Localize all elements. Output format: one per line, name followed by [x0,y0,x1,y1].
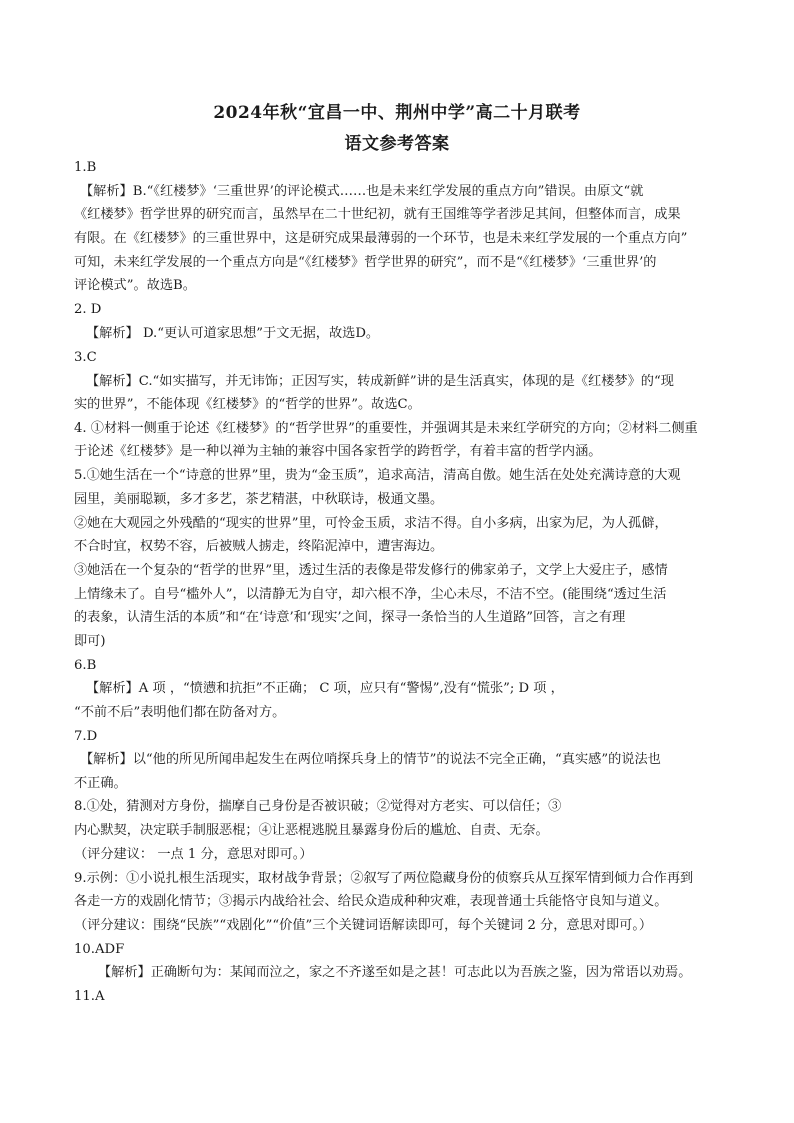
page-title: 2024年秋“宜昌一中、荆州中学”高二十月联考 [213,103,581,123]
answer-q9-line: 9.示例：①小说扎根生活现实，取材战争背景；②叙写了两位隐藏身份的侦察兵从互探军情到倾力合作再到 [74,871,694,886]
explanation-q1-line: 【解析】B.“《红楼梦》‘三重世界’的评论模式……也是未来红学发展的重点方向”错误。由原文“就 [80,184,644,199]
answer-q10: 10.ADF [74,942,125,957]
answer-q5-line: ②她在大观园之外残酷的“现实的世界”里，可怜金玉质，求洁不得。自小多病，出家为尼，为人孤僻， [74,516,668,531]
answer-q2: 2. D [74,302,102,317]
answer-q5-line: 即可) [74,634,106,649]
explanation-q1-line: 《红楼梦》哲学世界的研究而言，虽然早在二十世纪初，就有王国维等学者涉足其间，但整体而言，成果 [74,207,681,222]
answer-q9-line: 各走一方的戏剧化情节；③揭示内战给社会、给民众造成种种灾难，表现普通士兵能恪守良知与道义。 [74,894,668,909]
explanation-q2: 【解析】 D.“更认可道家思想”于文无据，故选D。 [86,326,380,341]
explanation-q7-line: 不正确。 [74,776,127,791]
answer-q5-line: 的表象，认清生活的本质”和“在‘诗意’和‘现实’之间，探寻一条恰当的人生道路”回答，言之有理 [74,610,626,625]
answer-q5-line: 上情缘未了。自号“槛外人”，以清静无为自守，却六根不净，尘心未尽，不洁不空。(能围绕“透过生活 [74,587,667,602]
explanation-q1-line: 可知，未来红学发展的一个重点方向是“《红楼梦》哲学世界的研究”，而不是“《红楼梦》‘三重世界’的 [74,255,657,270]
answer-q6: 6.B [74,658,97,673]
answer-q8-line: 内心默契，决定联手制服恶棍；④让恶棍逃脱且暴露身份后的尴尬、自责、无奈。 [74,823,549,838]
explanation-q6-line: “不前不后”表明他们都在防备对方。 [74,705,286,720]
scoring-note-q9: （评分建议：围绕“民族”“戏剧化”“价值”三个关键词语解读即可，每个关键词 2 分，意思对即可。） [74,918,653,933]
explanation-q3-line: 【解析】C.“如实描写，并无讳饰；正因写实，转成新鲜”讲的是生活真实，体现的是《红楼梦》的“现 [86,374,674,389]
explanation-q10: 【解析】正确断句为：某闻而泣之，家之不齐遂至如是之甚！可志此以为吾族之鉴，因为常语以劝焉。 [98,965,692,980]
answer-q4-line: 4. ①材料一侧重于论述《红楼梦》的“哲学世界”的重要性，并强调其是未来红学研究的方向；②材料二侧重 [74,421,698,436]
explanation-q3-line: 实的世界”，不能体现《红楼梦》的“哲学的世界”。故选C。 [74,397,421,412]
answer-q5-line: 园里，美丽聪颖，多才多艺，茶艺精湛，中秋联诗，极通文墨。 [74,492,444,507]
scoring-note-q8: （评分建议： 一点 1 分，意思对即可。） [74,847,313,862]
explanation-q1-line: 评论模式”。故选B。 [74,278,196,293]
explanation-q7-line: 【解析】以“他的所见所闻串起发生在两位哨探兵身上的情节”的说法不完全正确，“真实感”的说法也 [80,752,661,767]
explanation-q6-line: 【解析】A 项 ，“愤懑和抗拒”不正确； C 项，应只有“警惕”,没有“慌张”; D 项 ， [86,681,564,696]
answer-q5-line: 不合时宜，权势不容，后被贼人掳走，终陷泥淖中，遭害海边。 [74,539,444,554]
explanation-q1-line: 有限。在《红楼梦》的三重世界中，这是研究成果最薄弱的一个环节，也是未来红学发展的一个重点方向” [74,231,688,246]
answer-q3: 3.C [74,350,97,365]
answer-q1: 1.B [74,160,97,175]
answer-q5-line: 5.①她生活在一个“诗意的世界”里，贵为“金玉质”，追求高洁，清高自傲。她生活在处处充满诗意的大观 [74,468,681,483]
page-subtitle: 语文参考答案 [344,134,450,154]
answer-q11: 11.A [74,989,105,1004]
answer-q7: 7.D [74,729,98,744]
answer-q8-line: 8.①处，猜测对方身份，揣摩自己身份是否被识破；②觉得对方老实、可以信任；③ [74,799,562,814]
answer-q5-line: ③她活在一个复杂的“哲学的世界”里，透过生活的表像是带发修行的佛家弟子，文学上大爱庄子，感情 [74,563,668,578]
answer-q4-line: 于论述《红楼梦》是一种以禅为主轴的兼容中国各家哲学的跨哲学，有着丰富的哲学内涵。 [74,444,602,459]
